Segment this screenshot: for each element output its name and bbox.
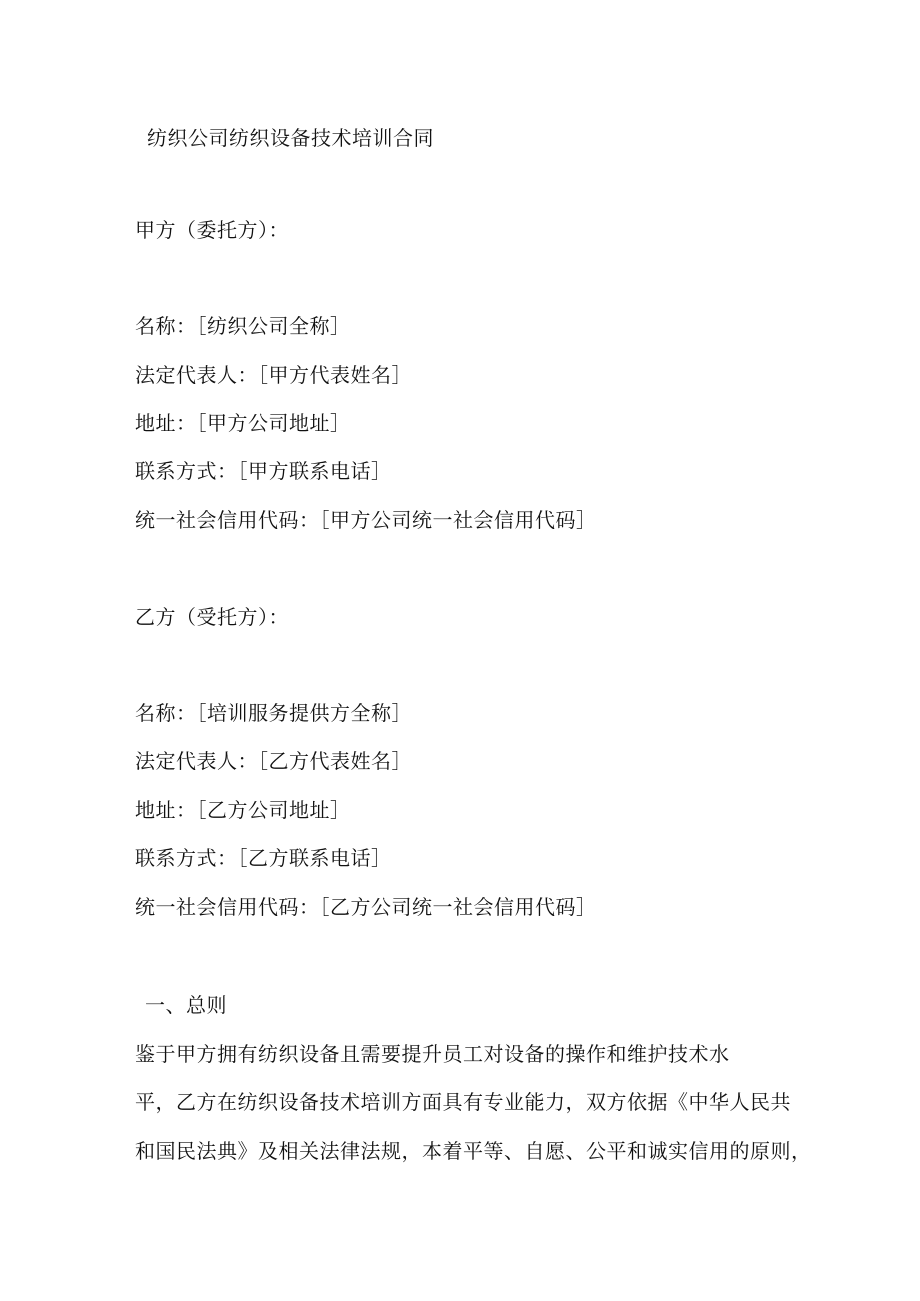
party-a-heading: 甲方（委托方）：	[135, 218, 289, 242]
party-b-contact: 联系方式：［乙方联系电话］	[135, 846, 392, 870]
party-a-name: 名称：［纺织公司全称］	[135, 314, 351, 338]
paragraph-line: 平，乙方在纺织设备技术培训方面具有专业能力，双方依据《中华人民共	[135, 1090, 791, 1114]
party-a-legal-rep: 法定代表人：［甲方代表姓名］	[135, 363, 412, 387]
party-b-legal-rep: 法定代表人：［乙方代表姓名］	[135, 749, 412, 773]
party-a-contact: 联系方式：［甲方联系电话］	[135, 459, 392, 483]
party-b-name: 名称：［培训服务提供方全称］	[135, 701, 412, 725]
paragraph-line: 和国民法典》及相关法律法规，本着平等、自愿、公平和诚实信用的原则，	[135, 1139, 812, 1163]
party-b-heading: 乙方（受托方）：	[135, 605, 289, 629]
party-a-credit-code: 统一社会信用代码：［甲方公司统一社会信用代码］	[135, 508, 597, 532]
paragraph-line: 鉴于甲方拥有纺织设备且需要提升员工对设备的操作和维护技术水	[135, 1042, 730, 1066]
document-title: 纺织公司纺织设备技术培训合同	[147, 126, 434, 150]
party-b-address: 地址：［乙方公司地址］	[135, 798, 351, 822]
party-b-credit-code: 统一社会信用代码：［乙方公司统一社会信用代码］	[135, 895, 597, 919]
party-a-address: 地址：［甲方公司地址］	[135, 411, 351, 435]
section-heading-general: 一、总则	[145, 993, 227, 1017]
